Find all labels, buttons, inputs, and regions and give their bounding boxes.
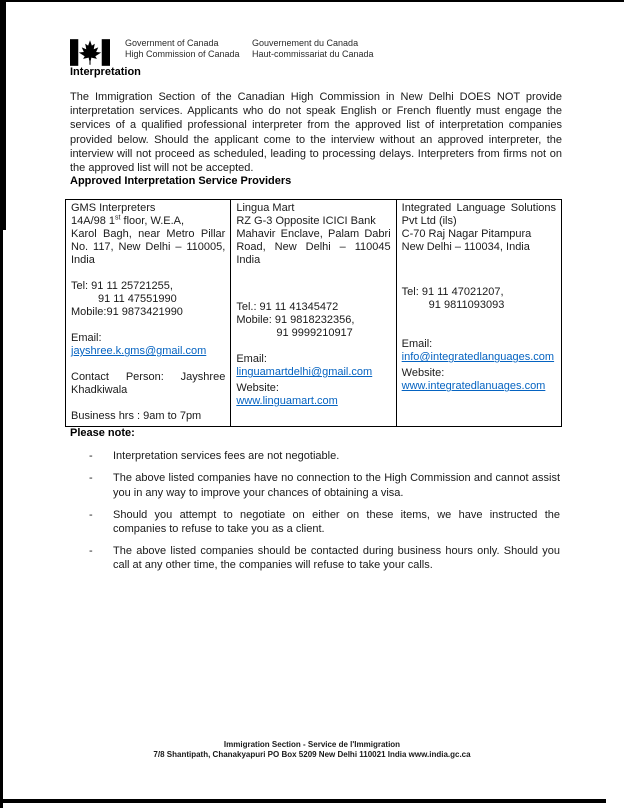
note-text: The above listed companies have no connection to the High Commission and cannot assist you in any way to improve your chances of obtaining a visa. [113, 472, 560, 499]
note-text: The above listed companies should be contacted during business hours only. Should you call at any other time, the companies will refuse to take your calls. [113, 545, 560, 572]
email-link[interactable]: info@integratedlanguages.com [401, 351, 555, 364]
provider-address: Karol Bagh, near Metro Pillar No. 117, New Delhi – 110005, India [71, 228, 226, 267]
website-link[interactable]: www.integratedlanuages.com [401, 380, 546, 393]
provider-name: GMS Interpreters [71, 202, 156, 215]
spacer [71, 358, 225, 371]
gc-signature-header [70, 38, 562, 66]
scan-edge-bottom [0, 799, 606, 803]
please-note-heading: Please note: [70, 427, 135, 440]
list-item [70, 508, 562, 536]
header-fr-line2: Haut-commissariat du Canada [252, 49, 374, 59]
header-en-line1: Government of Canada [125, 38, 219, 48]
provider-address-line [71, 215, 225, 228]
providers-table [65, 199, 562, 427]
provider-address-line: RZ G-3 Opposite ICICI Bank [236, 215, 376, 228]
provider-tel: Tel: 91 11 47021207, [401, 286, 504, 299]
provider-name: Integrated Language Solutions Pvt Ltd (ils) [401, 202, 556, 228]
provider-mobile: Mobile:91 9873421990 [71, 306, 183, 319]
dash-bullet: - [89, 545, 93, 558]
note-text: Interpretation services fees are not negotiable. [113, 450, 340, 463]
header-english [125, 38, 252, 60]
header-fr-line1: Gouvernement du Canada [252, 38, 359, 48]
email-label: Email: [236, 353, 267, 366]
provider-address-line: C-70 Raj Nagar Pitampura [401, 228, 532, 241]
spacer [236, 267, 390, 301]
spacer [71, 267, 225, 280]
website-link[interactable]: www.linguamart.com [236, 395, 338, 408]
address-superscript: st [115, 214, 121, 222]
provider-tel: Tel.: 91 11 41345472 [236, 301, 339, 314]
website-label: Website: [236, 382, 279, 395]
provider-hours: Business hrs : 9am to 7pm [71, 410, 202, 423]
providers-heading: Approved Interpretation Service Providers [70, 175, 292, 188]
provider-tel: Tel: 91 11 25721255, [71, 280, 173, 293]
spacer [402, 254, 556, 286]
email-link[interactable]: jayshree.k.gms@gmail.com [71, 345, 207, 358]
provider-tel2: 91 9811093093 [428, 299, 505, 312]
list-item [70, 471, 562, 499]
footer-line2: 7/8 Shantipath, Chanakyapuri PO Box 5209 New Delhi 110021 India www.india.gc.ca [153, 750, 471, 759]
provider-mobile2: 91 9999210917 [276, 327, 353, 340]
spacer [71, 397, 225, 410]
dash-bullet: - [89, 472, 93, 485]
provider-contact: Contact Person: Jayshree Khadkiwala [71, 371, 226, 397]
provider-tel2: 91 11 47551990 [98, 293, 177, 306]
note-text: Should you attempt to negotiate on either on these items, we have instructed the companies to refuse to take you as a client. [113, 508, 560, 536]
table-row [66, 200, 562, 427]
provider-cell-gms [66, 200, 231, 427]
list-item [70, 449, 562, 463]
provider-address: New Delhi – 110034, India [401, 241, 530, 254]
interpretation-paragraph: The Immigration Section of the Canadian High Commission in New Delhi DOES NOT provide interpretation services. Applicants who do not speak English or French fluently must engage the services of a qualified professional interpreter from the approved list of interpretation companies provided below. Should the applicant come to the interview without an approved interpreter, the interview will not proceed as scheduled, leading to processing delays. Interpreters from firms not on the approved list will not be accepted. [70, 91, 562, 175]
provider-address: Mahavir Enclave, Palam Dabri Road, New Delhi – 110045 India [236, 228, 391, 267]
interpretation-heading: Interpretation [70, 66, 141, 78]
spacer [402, 312, 556, 338]
page-content [70, 0, 562, 573]
list-item [70, 544, 562, 572]
address-text: 14A/98 1 [71, 215, 116, 228]
header-french [252, 38, 374, 60]
header-en-line2: High Commission of Canada [125, 49, 240, 59]
canada-flag-icon [70, 39, 110, 66]
provider-name: Lingua Mart [236, 202, 295, 215]
page-footer [0, 740, 624, 760]
website-label: Website: [401, 367, 445, 380]
footer-line1: Immigration Section - Service de l'Immigration [223, 740, 401, 749]
spacer [71, 319, 225, 332]
provider-cell-ils [396, 200, 561, 427]
scan-edge-left-thick [2, 0, 6, 230]
address-text: floor, W.E.A, [120, 215, 185, 228]
dash-bullet: - [89, 450, 93, 463]
email-link[interactable]: linguamartdelhi@gmail.com [236, 366, 373, 379]
email-label: Email: [71, 332, 102, 345]
email-label: Email: [401, 338, 433, 351]
provider-cell-lingua-mart [231, 200, 396, 427]
dash-bullet: - [89, 508, 93, 521]
spacer [236, 340, 390, 353]
provider-mobile: Mobile: 91 9818232356, [236, 314, 355, 327]
